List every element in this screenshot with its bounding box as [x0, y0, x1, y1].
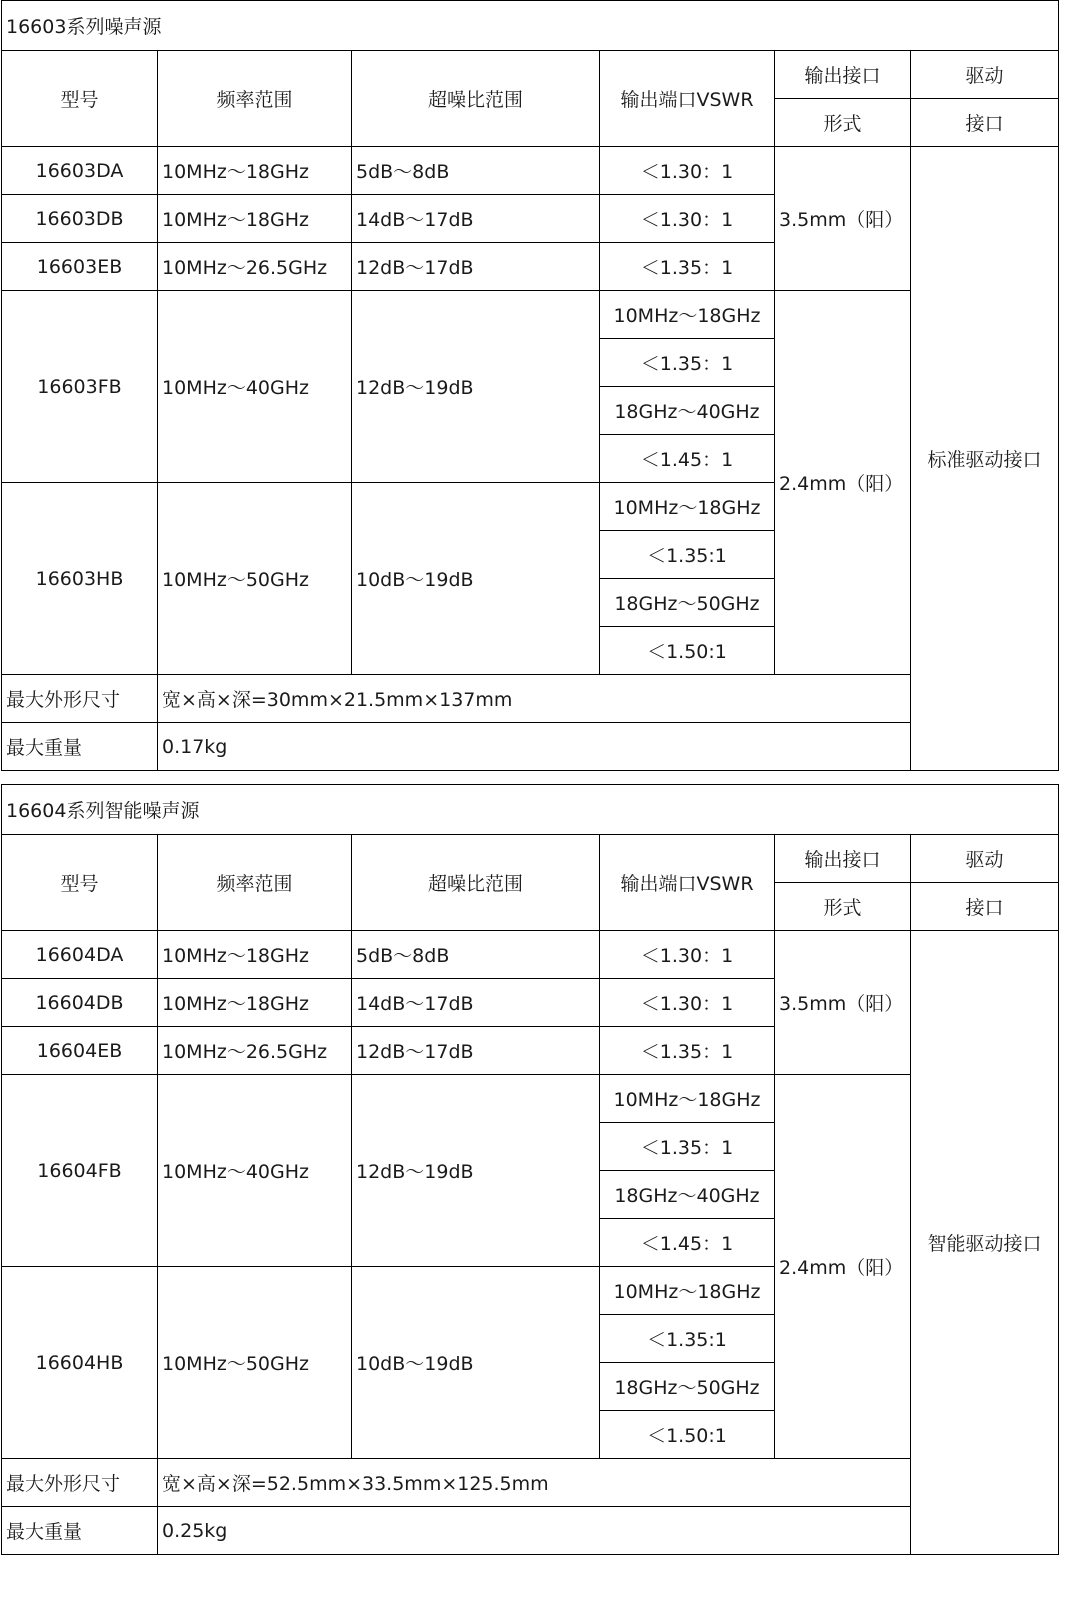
freq-cell: 10MHz～18GHz [158, 931, 352, 979]
drive-cell: 标准驱动接口 [911, 147, 1059, 771]
dims-label: 最大外形尺寸 [2, 1459, 158, 1507]
vswr-sub-cell: ＜1.35:1 [600, 531, 775, 579]
spec-table-16603 [1, 0, 1059, 771]
table-row [2, 1075, 1059, 1123]
header-freq: 频率范围 [158, 835, 352, 931]
enr-cell: 12dB～17dB [352, 1027, 600, 1075]
dims-value: 宽×高×深=52.5mm×33.5mm×125.5mm [158, 1459, 1059, 1507]
vswr-sub-cell: 10MHz～18GHz [600, 483, 775, 531]
enr-cell: 5dB～8dB [352, 931, 600, 979]
vswr-cell: ＜1.35：1 [600, 1027, 775, 1075]
enr-cell: 10dB～19dB [352, 1267, 600, 1459]
dims-value: 宽×高×深=30mm×21.5mm×137mm [158, 675, 1059, 723]
port-cell: 3.5mm（阳） [775, 147, 911, 291]
header-port-top: 输出接口 [775, 835, 911, 883]
model-cell: 16604DB [2, 979, 158, 1027]
vswr-sub-cell: ＜1.35：1 [600, 339, 775, 387]
model-cell: 16603DA [2, 147, 158, 195]
enr-cell: 5dB～8dB [352, 147, 600, 195]
header-vswr: 输出端口VSWR [600, 835, 775, 931]
model-cell: 16604FB [2, 1075, 158, 1267]
model-cell: 16603FB [2, 291, 158, 483]
model-cell: 16604HB [2, 1267, 158, 1459]
table-title: 16603系列噪声源 [2, 1, 1059, 51]
vswr-sub-cell: 10MHz～18GHz [600, 1075, 775, 1123]
vswr-sub-cell: 18GHz～40GHz [600, 1171, 775, 1219]
table-row [2, 147, 1059, 195]
vswr-sub-cell: 18GHz～40GHz [600, 387, 775, 435]
vswr-sub-cell: 18GHz～50GHz [600, 1363, 775, 1411]
header-enr: 超噪比范围 [352, 51, 600, 147]
vswr-sub-cell: 10MHz～18GHz [600, 291, 775, 339]
port-cell: 3.5mm（阳） [775, 931, 911, 1075]
enr-cell: 12dB～17dB [352, 243, 600, 291]
enr-cell: 12dB～19dB [352, 1075, 600, 1267]
weight-label: 最大重量 [2, 723, 158, 771]
freq-cell: 10MHz～18GHz [158, 195, 352, 243]
freq-cell: 10MHz～50GHz [158, 483, 352, 675]
vswr-cell: ＜1.30：1 [600, 195, 775, 243]
drive-cell: 智能驱动接口 [911, 931, 1059, 1555]
vswr-sub-cell: ＜1.35:1 [600, 1315, 775, 1363]
vswr-cell: ＜1.35：1 [600, 243, 775, 291]
freq-cell: 10MHz～50GHz [158, 1267, 352, 1459]
table-row [2, 291, 1059, 339]
header-port-top: 输出接口 [775, 51, 911, 99]
header-freq: 频率范围 [158, 51, 352, 147]
model-cell: 16603EB [2, 243, 158, 291]
dims-label: 最大外形尺寸 [2, 675, 158, 723]
vswr-sub-cell: 10MHz～18GHz [600, 1267, 775, 1315]
enr-cell: 10dB～19dB [352, 483, 600, 675]
header-port-bottom: 形式 [775, 883, 911, 931]
table-row [2, 931, 1059, 979]
table-title: 16604系列智能噪声源 [2, 785, 1059, 835]
freq-cell: 10MHz～26.5GHz [158, 243, 352, 291]
header-model: 型号 [2, 835, 158, 931]
freq-cell: 10MHz～26.5GHz [158, 1027, 352, 1075]
freq-cell: 10MHz～18GHz [158, 979, 352, 1027]
vswr-sub-cell: 18GHz～50GHz [600, 579, 775, 627]
spec-table-16604 [1, 784, 1059, 1555]
port-cell: 2.4mm（阳） [775, 291, 911, 675]
header-drive-bottom: 接口 [911, 883, 1059, 931]
enr-cell: 12dB～19dB [352, 291, 600, 483]
enr-cell: 14dB～17dB [352, 979, 600, 1027]
header-enr: 超噪比范围 [352, 835, 600, 931]
port-cell: 2.4mm（阳） [775, 1075, 911, 1459]
vswr-sub-cell: ＜1.45：1 [600, 1219, 775, 1267]
weight-label: 最大重量 [2, 1507, 158, 1555]
weight-value: 0.17kg [158, 723, 1059, 771]
model-cell: 16603DB [2, 195, 158, 243]
vswr-sub-cell: ＜1.35：1 [600, 1123, 775, 1171]
vswr-sub-cell: ＜1.50:1 [600, 627, 775, 675]
vswr-cell: ＜1.30：1 [600, 979, 775, 1027]
vswr-sub-cell: ＜1.50:1 [600, 1411, 775, 1459]
freq-cell: 10MHz～40GHz [158, 1075, 352, 1267]
freq-cell: 10MHz～18GHz [158, 147, 352, 195]
header-drive-bottom: 接口 [911, 99, 1059, 147]
model-cell: 16604DA [2, 931, 158, 979]
model-cell: 16603HB [2, 483, 158, 675]
weight-value: 0.25kg [158, 1507, 1059, 1555]
enr-cell: 14dB～17dB [352, 195, 600, 243]
header-vswr: 输出端口VSWR [600, 51, 775, 147]
header-port-bottom: 形式 [775, 99, 911, 147]
vswr-cell: ＜1.30：1 [600, 147, 775, 195]
vswr-cell: ＜1.30：1 [600, 931, 775, 979]
model-cell: 16604EB [2, 1027, 158, 1075]
header-model: 型号 [2, 51, 158, 147]
vswr-sub-cell: ＜1.45：1 [600, 435, 775, 483]
header-drive-top: 驱动 [911, 51, 1059, 99]
freq-cell: 10MHz～40GHz [158, 291, 352, 483]
header-drive-top: 驱动 [911, 835, 1059, 883]
